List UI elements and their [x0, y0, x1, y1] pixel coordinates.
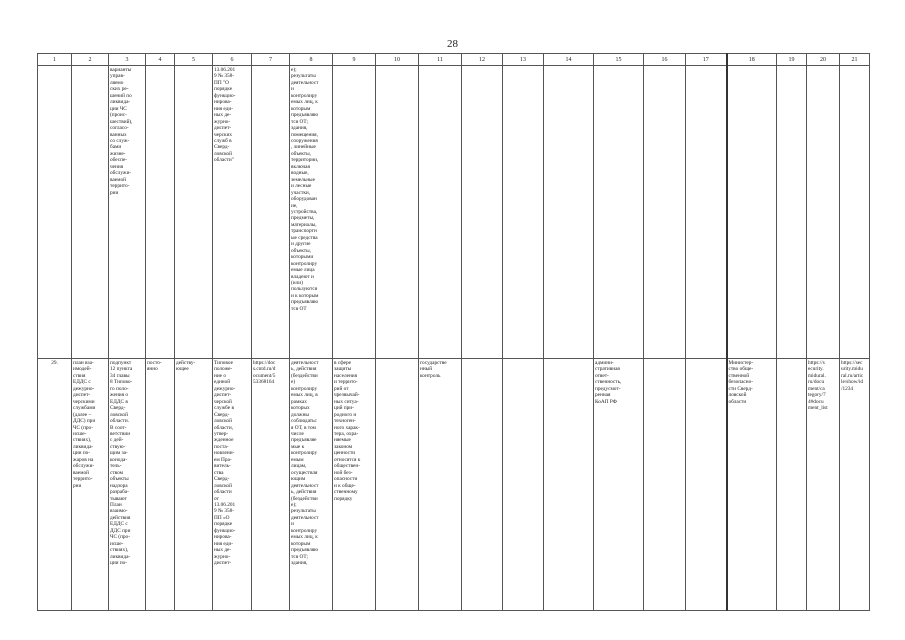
table-cell: государстве нный контроль — [419, 359, 462, 611]
table-cell: подпункт 12 пункта 34 главы 8 Типово- го поло- жения о ЕДДС в Сверд- ловской области. В соот- ветствии с дей- ствую- щим за- конода- тель- ством объекты надзора разраба- тывают План взаимо- действия ЕДДС с ДДС при ЧС (про- исше- ствиях), ликвида- ции по- — [109, 359, 146, 611]
column-number: 3 — [109, 54, 146, 66]
column-number: 17 — [686, 54, 727, 66]
table-cell — [594, 66, 644, 359]
column-number: 8 — [290, 54, 333, 66]
table-cell — [544, 359, 594, 611]
column-number: 21 — [840, 54, 870, 66]
table-cell — [644, 359, 686, 611]
table-cell: 13.06.201 9 № 358- ПП "О порядке функцио- нирова- ния еди- ных де- журно- диспет- черских служб в Сверд- ловской области" — [213, 66, 252, 359]
table-cell: деятельност ь, действия (бездействи е) контролиру емых лиц, в рамках которых должны соблюдатьс я ОТ, в том числе предъявляе мые к контролиру емым лицам, осуществля ющим деятельност ь, действия (бездействи е); результаты деятельност и контролиру емых лиц, к которым предъявляю тся ОТ; здания, — [290, 359, 333, 611]
column-number: 15 — [594, 54, 644, 66]
column-number: 1 — [38, 54, 72, 66]
column-number: 13 — [503, 54, 544, 66]
column-number-row — [38, 54, 870, 66]
table-cell — [777, 66, 807, 359]
table-cell — [333, 66, 376, 359]
table-cell — [252, 66, 290, 359]
regulatory-table — [37, 53, 870, 611]
column-number: 2 — [72, 54, 109, 66]
table-row — [38, 359, 870, 611]
column-number: 4 — [146, 54, 175, 66]
table-row — [38, 66, 870, 359]
table-cell: в сфере защиты населения и террито- рий от чрезвычай- ных ситуа- ций при- родного и техноген- ного харак- тера, охра- няемые законом ценности относятся к обществен- ной без- опасности и к обще- ственному порядку — [333, 359, 376, 611]
table-cell — [840, 66, 870, 359]
table-cell — [72, 66, 109, 359]
column-number: 12 — [462, 54, 503, 66]
column-number: 5 — [175, 54, 213, 66]
table-cell — [462, 359, 503, 611]
column-number: 6 — [213, 54, 252, 66]
table-cell — [419, 66, 462, 359]
table-cell: план вза- имодей- ствия ЕДДС с дежурно- диспет- черскими службами (далее – ДДС) при ЧС (про- исше- ствиях), ликвида- ции по- жаров на обслужи- ваемой террито- рии — [72, 359, 109, 611]
column-number: 20 — [807, 54, 840, 66]
table-cell: https://s ecurity. midural. ru/docu ment/ca tegory/7 4#docu ment_list — [807, 359, 840, 611]
table-cell — [503, 359, 544, 611]
table-cell — [376, 66, 419, 359]
page-number: 28 — [447, 38, 458, 50]
table-cell: 29. — [38, 359, 72, 611]
table-cell — [544, 66, 594, 359]
table-cell: действу- ющее — [175, 359, 213, 611]
table-cell: админи- стративная ответ- ственность, предусмот- ренная КоАП РФ — [594, 359, 644, 611]
table-cell: Министер- ство обще- ственной безопасно- сти Сверд- ловской области — [727, 359, 777, 611]
table-cell: Типовое положе- ние о единой дежурно- диспет- черской службе в Сверд- ловской области, утвер- жденное поста- новлени- ем Пра- витель- ства Сверд- ловской области от 13.06.201 9 № 358- ПП «О порядке функцио- нирова- ния еди- ных де- журно- диспет- — [213, 359, 252, 611]
table-cell — [807, 66, 840, 359]
table-cell — [175, 66, 213, 359]
table-cell: https://sec urity.midu ral.ru/artic le/show/id /1234 — [840, 359, 870, 611]
table-cell — [686, 359, 727, 611]
table-cell: варианты управ- ляемо ских ре- шений по ликвида- ции ЧС (проис- шествий), согласо- ванных со служ- бами жизне- обеспе- чения обслужи- ваемой террито- рии — [109, 66, 146, 359]
table-cell — [38, 66, 72, 359]
column-number: 11 — [419, 54, 462, 66]
column-number: 10 — [376, 54, 419, 66]
table-cell — [644, 66, 686, 359]
column-number: 9 — [333, 54, 376, 66]
table-cell — [686, 66, 727, 359]
column-number: 18 — [727, 54, 777, 66]
column-number: 16 — [644, 54, 686, 66]
table-cell — [503, 66, 544, 359]
table-cell: https://doc s.cntd.ru/d ocument/5 53368164 — [252, 359, 290, 611]
table-cell — [777, 359, 807, 611]
table-cell — [146, 66, 175, 359]
table-cell — [462, 66, 503, 359]
column-number: 19 — [777, 54, 807, 66]
table-cell: е); результаты деятельност и контролиру емых лиц, к которым предъявляю тся ОТ; здания, помещения, сооружения , линейные объекты, территории, включая водные, земельные и лесные участки, оборудован ие, устройства, предметы, материалы, транспортн ые средства и другие объекты, которыми контролиру емые лица владеют и (или) пользуются и к которым предъявляю тся ОТ — [290, 66, 333, 359]
column-number: 14 — [544, 54, 594, 66]
column-number: 7 — [252, 54, 290, 66]
table-cell — [376, 359, 419, 611]
table-cell: посто- янно — [146, 359, 175, 611]
table-cell — [727, 66, 777, 359]
